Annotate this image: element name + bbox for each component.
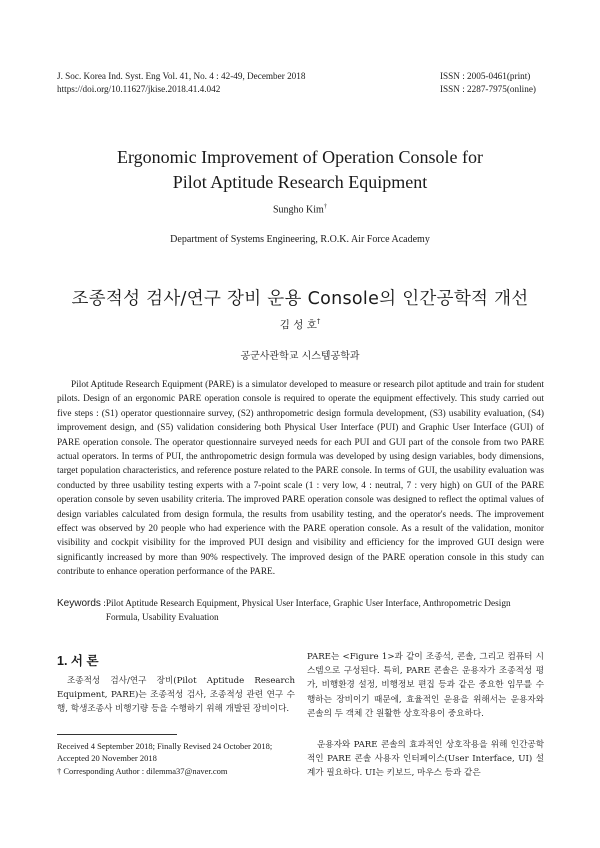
author-en-name: Sungho Kim [272,204,324,216]
doi-link[interactable]: https://doi.org/10.11627/jkise.2018.41.4.042 [57,84,221,94]
journal-citation: J. Soc. Korea Ind. Syst. Eng Vol. 41, No. 4 : 42-49, December 2018 [57,71,306,81]
author-en [0,203,600,215]
footnotes [57,740,297,777]
title-en-line1: Ergonomic Improvement of Operation Console for [116,147,484,167]
author-ko-name: 김 성 호 [279,319,317,331]
keywords-label: Keywords [57,598,101,609]
affiliation-en: Department of Systems Engineering, R.O.K. Air Force Academy [170,234,430,245]
section-heading-introduction: 1. 서 론 [57,654,99,668]
issn-online: ISSN : 2287-7975(online) [440,84,536,94]
author-ko [0,317,600,332]
title-en-line2: Pilot Aptitude Research Equipment [172,172,428,192]
footnote-accepted: Accepted 20 November 2018 [57,753,157,764]
author-ko-mark: † [316,317,321,326]
author-en-mark: † [323,203,328,210]
footnote-corresponding: † Corresponding Author : dilemma37@naver.com [57,765,228,776]
keywords [57,597,544,626]
keywords-sep: : [100,599,106,609]
intro-paragraph-1: 조종적성 검사/연구 장비(Pilot Aptitude Research Equipment, PARE)는 조종적성 검사, 조종적성 관련 연구 수행, 학생조종사 비행기량 등을 수행하기 위해 개발된 장비이다. [57,676,295,715]
affiliation-ko: 공군사관학교 시스템공학과 [240,351,360,362]
title-ko: 조종적성 검사/연구 장비 운용 Console의 인간공학적 개선 [71,289,529,309]
footnote-received: Received 4 September 2018; Finally Revised 24 October 2018; [57,741,273,751]
issn-print: ISSN : 2005-0461(print) [440,71,531,81]
footnote-divider [57,734,177,735]
right-col-paragraph-1: PARE는 <Figure 1>과 같이 조종석, 콘솔, 그리고 컴퓨터 시스템으로 구성된다. 특히, PARE 콘솔은 운용자가 조종적성 평가, 비행환경 설정, 비행정보 편집 등과 같은 중요한 임무를 수행하는 장비이기 때문에, 효율적인 운용을 위해서는 운용자와 콘솔의 두 객체 간 원활한 상호작용이 중요하다. [307,652,544,719]
keywords-label-group [57,597,106,626]
abstract: Pilot Aptitude Research Equipment (PARE) is a simulator developed to measure or research pilot aptitude and train for student pilots. Design of an ergonomic PARE operation console is required to operate the equipment effectively. This study carried out five steps : (S1) operator questionnaire survey, (S2) anthropometric design formula development, (S3) usability evaluation, (S4) improvement design, and (S5) validation considering both Physical User Interface (PUI) and Graphic User Interface (GUI) of PARE operation console. The operator questionnaire surveyed needs for each PUI and GUI part of the console from two PARE actual operators. In terms of PUI, the anthropometric design formula was developed by using design variables, body dimensions, target population characteristics, and reference posture related to the PARE console. In terms of GUI, the usability evaluation was conducted by three usability testing experts with a 7-point scale (1 : very low, 4 : neutral, 7 : very high) on GUI of the PARE operation console by seven usability criteria. The improved PARE operation console was designed to reflect the optimal values of design variables calculated from design formula, the results from usability testing, and the operator's needs. The improvement effect was observed by 20 people who had experience with the PARE operation console. As a result of the validation, monitor visibility and cockpit visibility for the improved PUI design and visibility and efficiency for the improved GUI design were significantly increased by more than 90% respectively. The improved design of the PARE operation console in this study can contribute to enhance operation performance of the PARE. [57,380,544,578]
keywords-text: Pilot Aptitude Research Equipment, Physical User Interface, Graphic User Interface, Anthropometric Design Formula, Usability Evaluation [105,599,511,624]
right-col-paragraph-2: 운용자와 PARE 콘솔의 효과적인 상호작용을 위해 인간공학적인 PARE 콘솔 사용자 인터페이스(User Interface, UI) 설계가 필요하다. UI는 키보드, 마우스 등과 같은 [307,740,544,779]
